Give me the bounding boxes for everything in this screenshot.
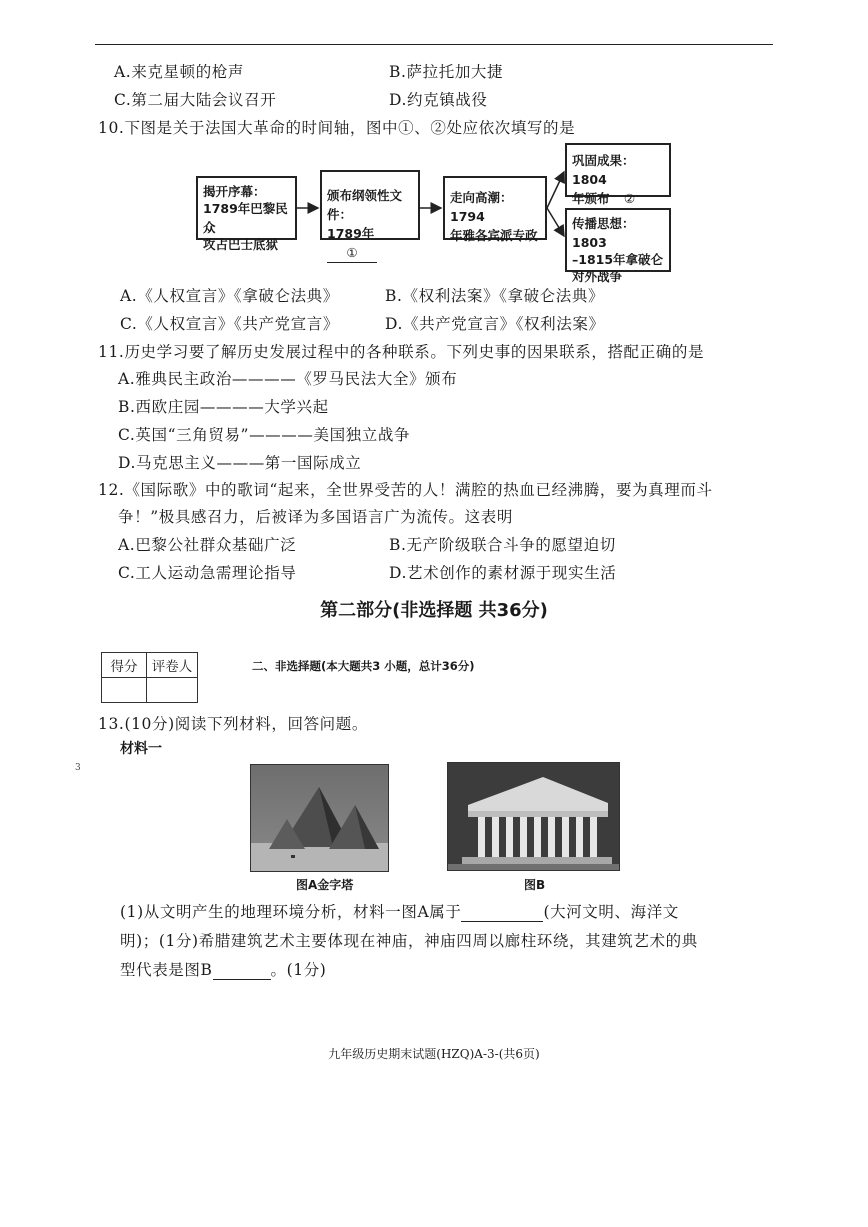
timeline-box-start-line1: 揭开序幕： bbox=[203, 184, 266, 199]
q9-option-d: D.约克镇战役 bbox=[389, 91, 488, 109]
q12-stem-line1: 12.《国际歌》中的歌词“起来，全世界受苦的人！满腔的热血已经沸腾，要为真理而斗 bbox=[98, 481, 713, 499]
q10-option-c: C.《人权宣言》《共产党宣言》 bbox=[120, 315, 339, 333]
timeline-box-start bbox=[196, 176, 297, 252]
q13-part1-options: (大河文明、海洋文 bbox=[543, 903, 679, 921]
timeline-year-1804: 年颁布 bbox=[572, 191, 610, 206]
arrow-4 bbox=[547, 208, 564, 236]
q13-part1-score: 。(1分) bbox=[270, 961, 327, 979]
q13-part1-line3 bbox=[120, 958, 326, 980]
page-footer: 九年级历史期末试题(HZQ)A-3-(共6页) bbox=[328, 1047, 540, 1061]
timeline-box-start-line3: 攻占巴士底狱 bbox=[203, 237, 279, 252]
caption-b: 图B bbox=[524, 878, 546, 892]
timeline-box-spread-line1: 传播思想：1803 bbox=[572, 216, 635, 250]
q11-option-b: B.西欧庄园————大学兴起 bbox=[118, 398, 329, 416]
arrow-3 bbox=[547, 172, 564, 208]
q13-part1-line2: 明)；(1分)希腊建筑艺术主要体现在神庙，神庙四周以廊柱环绕，其建筑艺术的典 bbox=[120, 932, 698, 950]
temple-image bbox=[447, 762, 620, 871]
score-header-score: 得分 bbox=[102, 653, 147, 678]
q13-part1-text: (1)从文明产生的地理环境分析，材料一图A属于 bbox=[120, 903, 462, 921]
q13-part1-line1 bbox=[120, 900, 679, 922]
timeline-year-1789: 1789年 bbox=[327, 226, 375, 241]
q10-option-a: A.《人权宣言》《拿破仑法典》 bbox=[120, 287, 339, 305]
pyramid-image bbox=[250, 764, 389, 872]
q9-option-c: C.第二届大陆会议召开 bbox=[114, 91, 277, 109]
timeline-box-climax-line1: 走向高潮：1794 bbox=[450, 190, 513, 224]
pyramid-illustration bbox=[251, 765, 388, 871]
q12-option-d: D.艺术创作的素材源于现实生活 bbox=[389, 564, 617, 582]
q11-option-a: A.雅典民主政治————《罗马民法大全》颁布 bbox=[118, 370, 458, 388]
grader-cell[interactable] bbox=[147, 678, 198, 703]
timeline-box-consolidate-line2 bbox=[572, 189, 664, 209]
q12-option-a: A.巴黎公社群众基础广泛 bbox=[118, 536, 297, 554]
score-header-grader: 评卷人 bbox=[147, 653, 198, 678]
section-note: 二、非选择题(本大题共3 小题，总计36分) bbox=[252, 659, 475, 673]
blank-1[interactable]: ① bbox=[327, 243, 377, 263]
timeline-box-document bbox=[320, 170, 420, 260]
score-cell[interactable] bbox=[102, 678, 147, 703]
part2-title: 第二部分(非选择题 共36分) bbox=[320, 600, 548, 621]
timeline-arrows bbox=[0, 0, 868, 300]
timeline-box-start-line2: 1789年巴黎民众 bbox=[203, 201, 288, 235]
timeline-box-spread-line3: 对外战争 bbox=[572, 269, 623, 284]
timeline-box-climax bbox=[443, 176, 547, 243]
timeline-box-spread bbox=[565, 208, 671, 284]
timeline-box-document-line2 bbox=[327, 224, 413, 263]
answer-blank-temple[interactable] bbox=[213, 961, 271, 980]
timeline-box-document-line1: 颁布纲领性文件： bbox=[327, 188, 403, 222]
caption-a: 图A金字塔 bbox=[296, 878, 354, 892]
temple-illustration bbox=[448, 763, 619, 870]
material-label: 材料一 bbox=[120, 741, 162, 757]
q12-option-c: C.工人运动急需理论指导 bbox=[118, 564, 297, 582]
q9-option-a: A.来克星顿的枪声 bbox=[114, 63, 245, 81]
q13-part1-text3: 型代表是图B bbox=[120, 961, 213, 979]
blank-2[interactable]: ② bbox=[610, 189, 650, 209]
timeline-box-spread-line2: –1815年拿破仑 bbox=[572, 252, 664, 267]
q10-option-b: B.《权利法案》《拿破仑法典》 bbox=[385, 287, 605, 305]
score-table bbox=[101, 652, 198, 703]
margin-number: 3 bbox=[75, 763, 81, 773]
timeline-box-consolidate-line1: 巩固成果：1804 bbox=[572, 153, 635, 187]
timeline-box-climax-line2: 年雅各宾派专政 bbox=[450, 228, 538, 243]
q11-option-c: C.英国“三角贸易”————美国独立战争 bbox=[118, 426, 411, 444]
answer-blank-civilization[interactable] bbox=[461, 903, 543, 922]
q12-option-b: B.无产阶级联合斗争的愿望迫切 bbox=[389, 536, 616, 554]
q13-stem: 13.(10分)阅读下列材料，回答问题。 bbox=[98, 715, 368, 733]
q10-option-d: D.《共产党宣言》《权利法案》 bbox=[385, 315, 605, 333]
q12-stem-line2: 争！”极具感召力，后被译为多国语言广为流传。这表明 bbox=[118, 508, 513, 526]
q10-stem: 10.下图是关于法国大革命的时间轴，图中①、②处应依次填写的是 bbox=[98, 119, 576, 137]
q11-stem: 11.历史学习要了解历史发展过程中的各种联系。下列史事的因果联系，搭配正确的是 bbox=[98, 343, 705, 361]
timeline-box-consolidate bbox=[565, 143, 671, 206]
q11-option-d: D.马克思主义———第一国际成立 bbox=[118, 454, 362, 472]
q9-option-b: B.萨拉托加大捷 bbox=[389, 63, 504, 81]
